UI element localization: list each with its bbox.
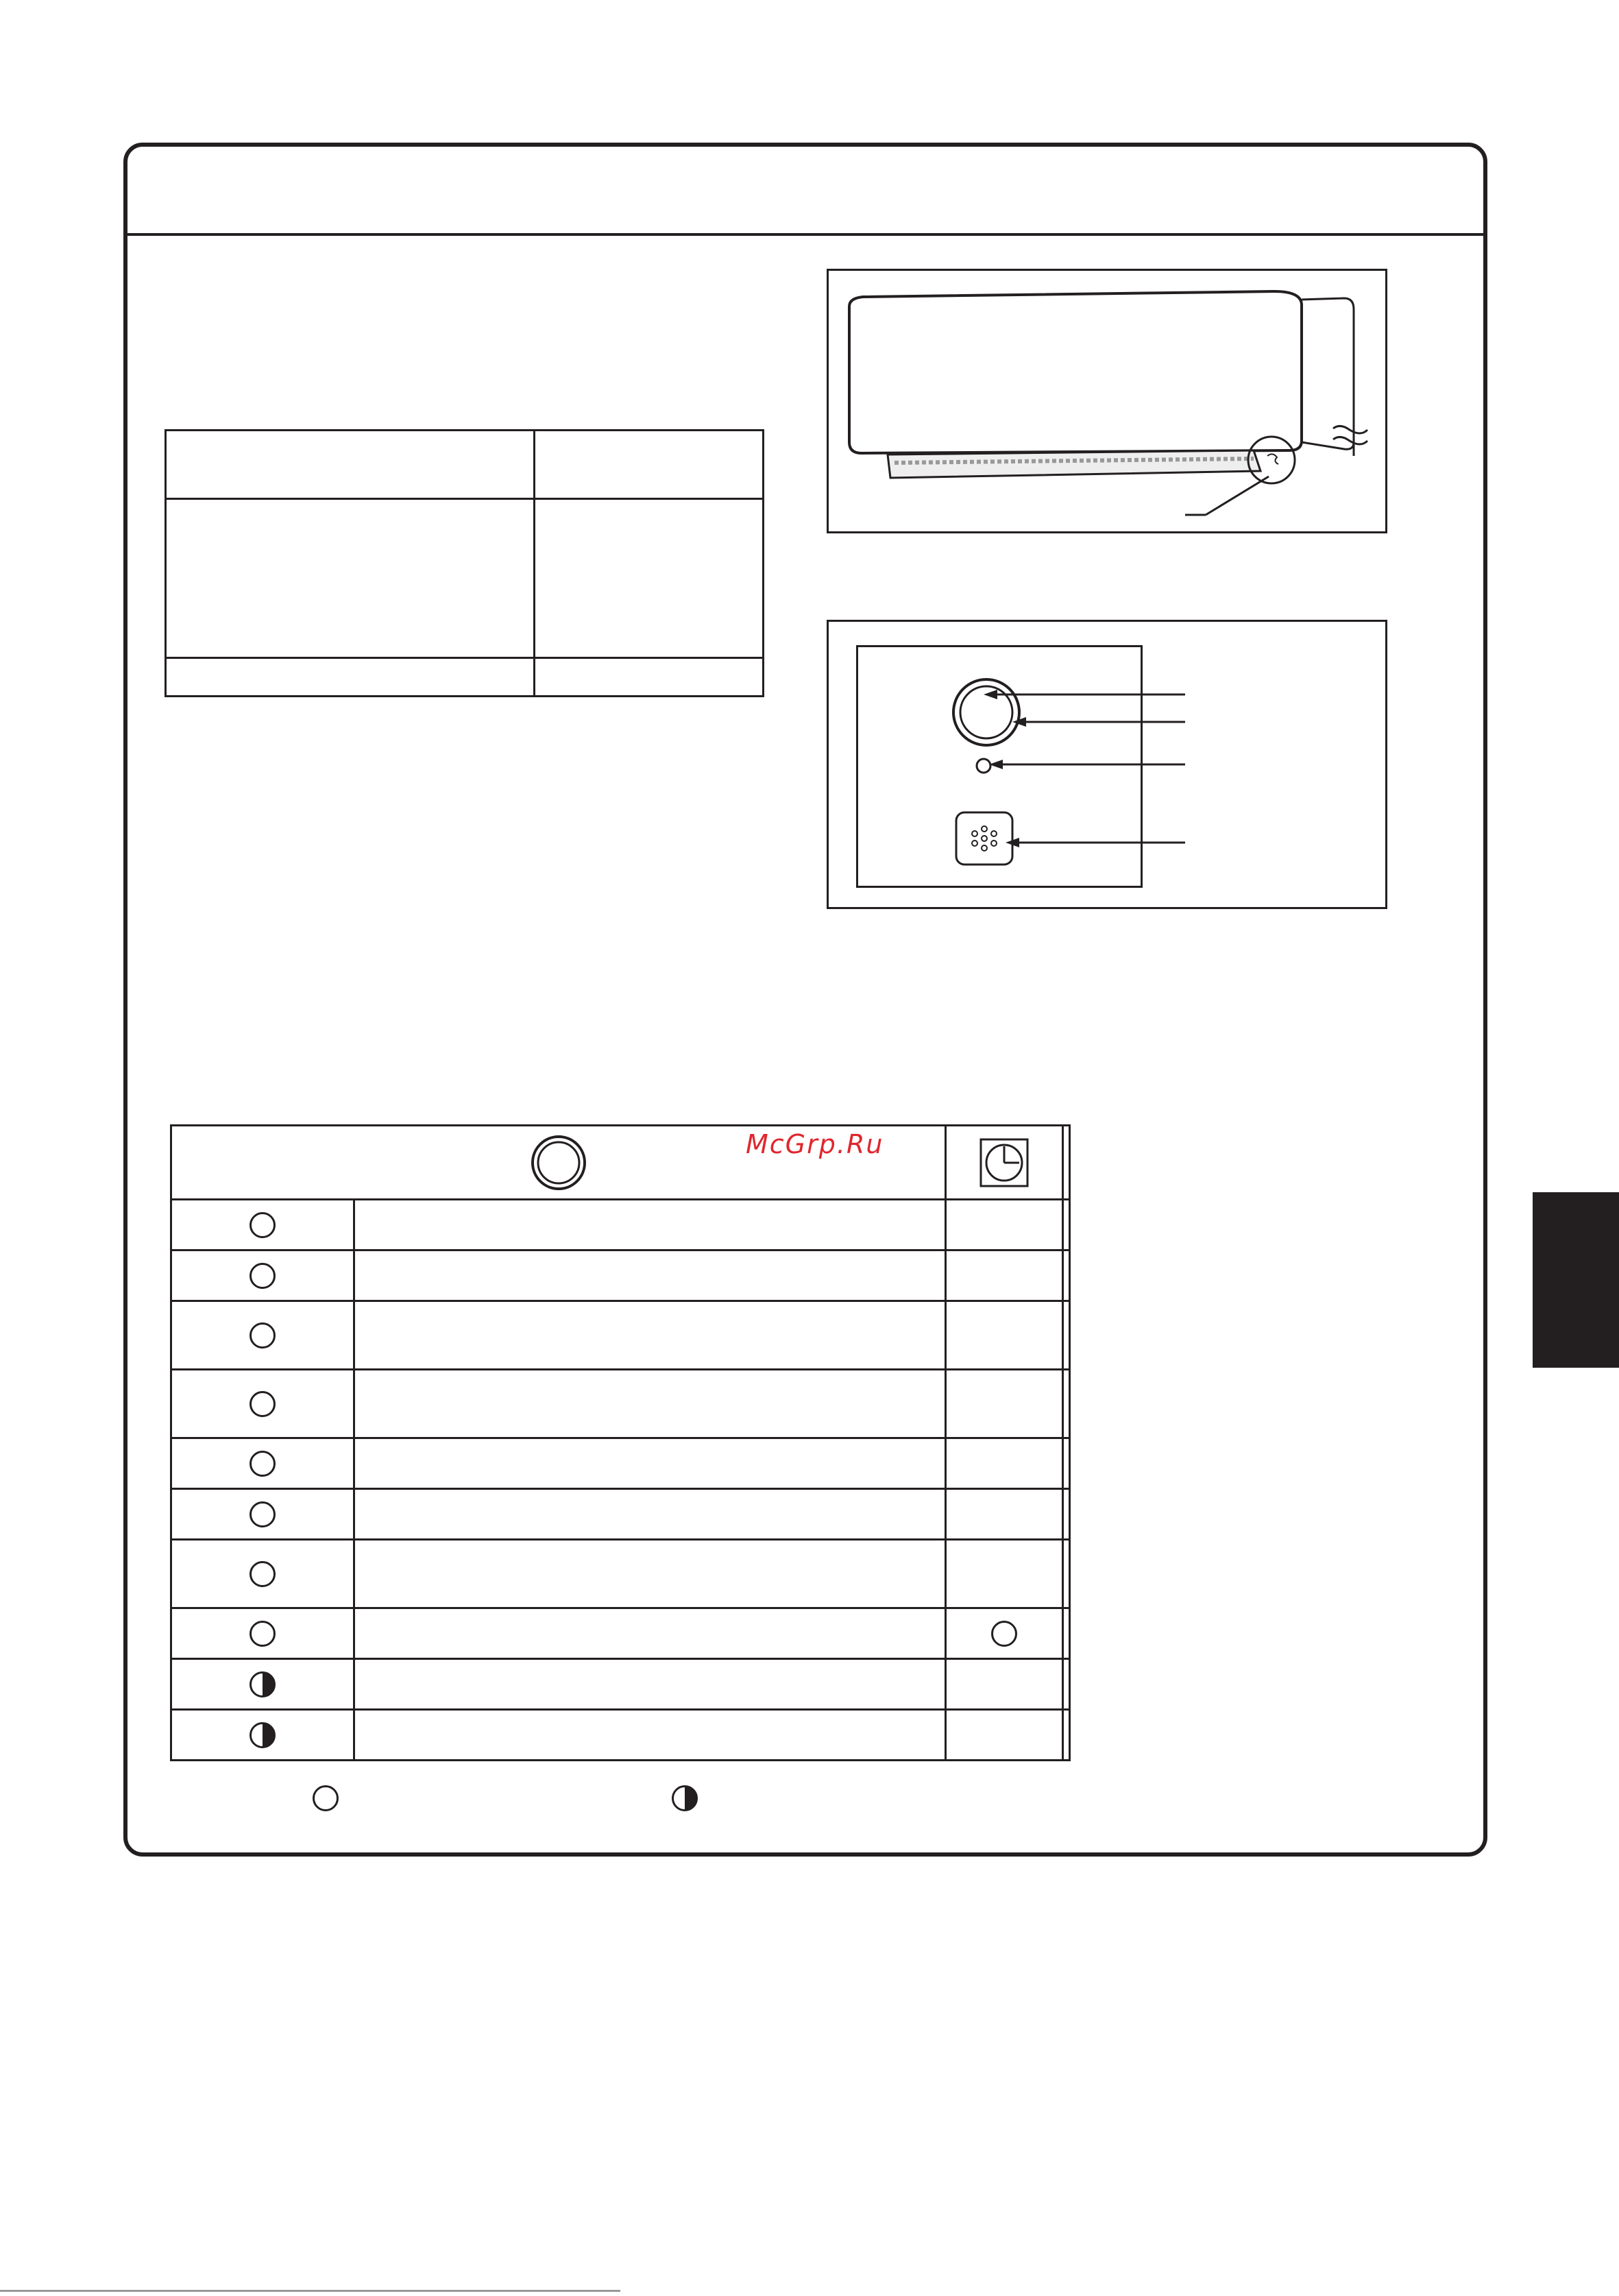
description-cell	[1063, 1301, 1070, 1370]
state-cell	[354, 1608, 946, 1659]
air-conditioner-illustration	[829, 271, 1385, 531]
operation-lamp-cell	[171, 1659, 354, 1710]
lamp-on-icon	[249, 1561, 276, 1587]
legend-item-blinking	[672, 1785, 698, 1811]
lamp-on-icon	[249, 1212, 276, 1238]
timer-lamp-cell	[946, 1370, 1063, 1438]
description-cell	[1063, 1659, 1070, 1710]
state-cell	[354, 1489, 946, 1540]
timer-lamp-cell	[946, 1659, 1063, 1710]
bottom-rule	[0, 2290, 620, 2292]
operation-lamp-cell	[171, 1250, 354, 1301]
description-cell	[1063, 1710, 1070, 1761]
lamp-on-icon	[249, 1621, 276, 1647]
spec-body-right	[535, 499, 764, 658]
operation-lamp-cell	[171, 1489, 354, 1540]
state-cell	[354, 1438, 946, 1489]
watermark: McGrp.Ru	[746, 1129, 884, 1159]
description-cell	[1063, 1370, 1070, 1438]
description-header	[1063, 1126, 1070, 1200]
receiver-icon	[956, 812, 1012, 865]
operation-lamp-cell	[171, 1540, 354, 1608]
state-cell	[354, 1200, 946, 1250]
timer-header	[946, 1126, 1063, 1200]
lamp-blink-icon	[249, 1722, 276, 1748]
spec-body-left	[166, 499, 535, 658]
description-cell	[1063, 1608, 1070, 1659]
spec-table	[165, 429, 764, 697]
state-cell	[354, 1301, 946, 1370]
lamp-on-icon	[313, 1785, 339, 1811]
table-row	[171, 1608, 1070, 1659]
status-table-header	[171, 1126, 1070, 1200]
table-row	[171, 1489, 1070, 1540]
state-cell	[354, 1659, 946, 1710]
operation-lamp-cell	[171, 1710, 354, 1761]
section-tab	[1533, 1192, 1619, 1368]
timer-lamp-cell	[946, 1438, 1063, 1489]
timer-lamp-cell	[946, 1608, 1063, 1659]
timer-lamp-icon	[978, 1137, 1030, 1189]
lamp-blink-icon	[249, 1671, 276, 1697]
indoor-unit-figure	[827, 269, 1387, 533]
header-divider	[127, 233, 1483, 236]
timer-lamp-cell	[946, 1540, 1063, 1608]
description-cell	[1063, 1438, 1070, 1489]
state-cell	[354, 1540, 946, 1608]
timer-lamp-cell	[946, 1200, 1063, 1250]
table-row	[171, 1710, 1070, 1761]
table-row	[171, 1540, 1070, 1608]
table-row	[171, 1250, 1070, 1301]
lamp-on-icon	[991, 1621, 1017, 1647]
timer-lamp-cell	[946, 1301, 1063, 1370]
table-row	[171, 1659, 1070, 1710]
state-cell	[354, 1710, 946, 1761]
spec-header-left	[166, 431, 535, 499]
spec-header-right	[535, 431, 764, 499]
lamp-on-icon	[249, 1451, 276, 1477]
state-cell	[354, 1370, 946, 1438]
timer-lamp-cell	[946, 1250, 1063, 1301]
description-cell	[1063, 1489, 1070, 1540]
operation-lamp-cell	[171, 1438, 354, 1489]
description-cell	[1063, 1250, 1070, 1301]
timer-lamp-cell	[946, 1489, 1063, 1540]
table-row	[171, 1370, 1070, 1438]
spec-footer-left	[166, 658, 535, 697]
operation-lamp-cell	[171, 1301, 354, 1370]
table-row	[171, 1438, 1070, 1489]
operation-lamp-icon	[530, 1134, 587, 1192]
description-cell	[1063, 1540, 1070, 1608]
display-panel-figure	[827, 620, 1387, 909]
description-cell	[1063, 1200, 1070, 1250]
indicator-ring-icon	[953, 679, 1019, 745]
operation-lamp-cell	[171, 1370, 354, 1438]
spec-footer-right	[535, 658, 764, 697]
led-icon	[977, 759, 990, 773]
timer-lamp-cell	[946, 1710, 1063, 1761]
lamp-on-icon	[249, 1391, 276, 1417]
lamp-on-icon	[249, 1501, 276, 1527]
status-table	[170, 1124, 1071, 1761]
lamp-on-icon	[249, 1263, 276, 1289]
lamp-blink-icon	[672, 1785, 698, 1811]
table-row	[171, 1200, 1070, 1250]
table-row	[171, 1301, 1070, 1370]
operation-lamp-cell	[171, 1200, 354, 1250]
state-cell	[354, 1250, 946, 1301]
legend-item-lit	[313, 1785, 339, 1811]
lamp-on-icon	[249, 1322, 276, 1349]
operation-lamp-cell	[171, 1608, 354, 1659]
display-panel-callouts	[829, 622, 1385, 907]
